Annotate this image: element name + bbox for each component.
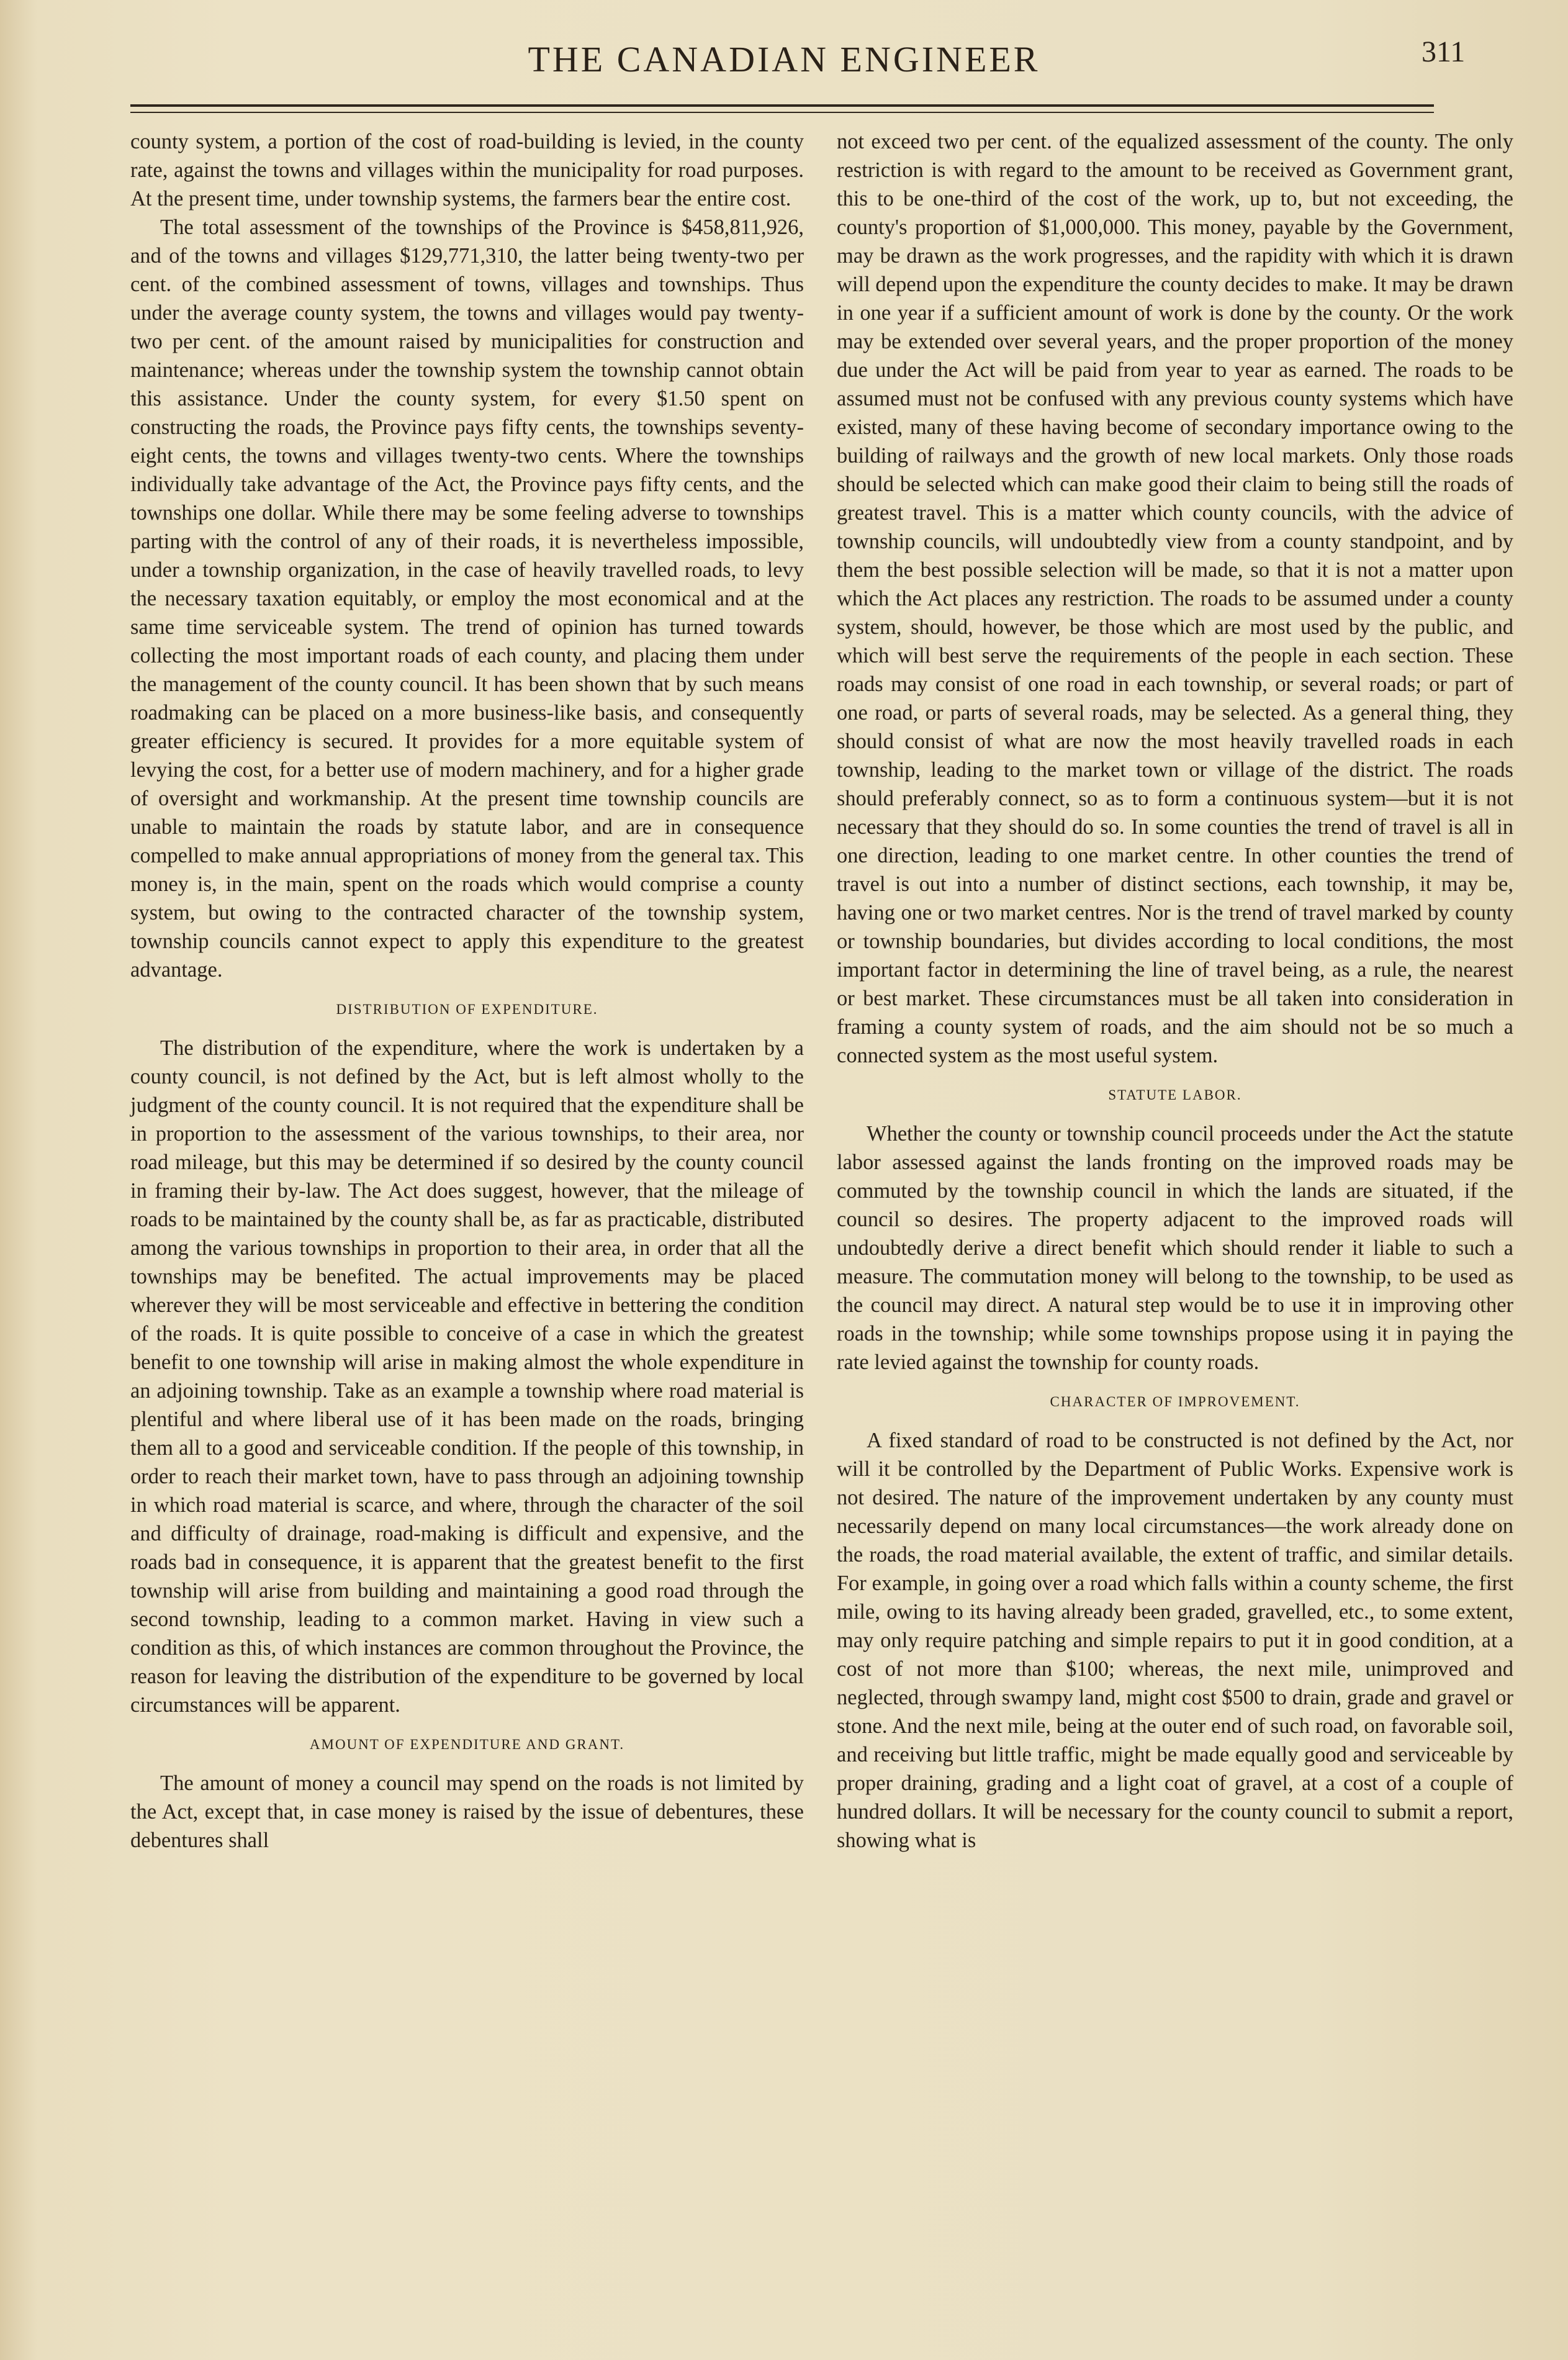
section-heading-statute-labor: STATUTE LABOR.: [1108, 1087, 1242, 1103]
section-heading-character: CHARACTER OF IMPROVEMENT.: [1050, 1394, 1300, 1409]
right-paragraph-2: Whether the county or township council proceeds under the Act the statute labor assessed against the lands fronting on the improved roads may be commuted by the township council in which the lands are situated, if the council so desires. The property adjacent to the improved roads will undoubtedly derive a direct benefit which should render it liable to such a measure. The commutation money will belong to the township, to be used as the council may direct. A natural step would be to use it in improving other roads in the township; while some townships propose using it in paying the rate levied against the township for county roads.: [837, 1122, 1513, 1374]
left-paragraph-2: The total assessment of the townships of the Province is $458,811,926, and of the towns and villages $129,771,310, the latter being twenty-two per cent. of the combined assessment of towns, villages and townships. Thus under the average county system, the towns and villages would pay twenty-two per cent. of the amount raised by municipalities for construction and maintenance; whereas under the township system the township cannot obtain this assistance. Under the county system, for every $1.50 spent on constructing the roads, the Province pays fifty cents, the townships seventy-eight cents, the towns and villages twenty-two cents. Where the townships individually take advantage of the Act, the Province pays fifty cents, and the townships one dollar. While there may be some feeling adverse to townships parting with the control of any of their roads, it is nevertheless impossible, under a township organization, in the case of heavily travelled roads, to levy the necessary taxation equitably, or employ the most economical and at the same time serviceable system. The trend of opinion has turned towards collecting the most important roads of each county, and placing them under the management of the county council. It has been shown that by such means roadmaking can be placed on a more business-like basis, and consequently greater efficiency is secured. It provides for a more equitable system of levying the cost, for a better use of modern machinery, and for a higher grade of oversight and workmanship. At the present time township councils are unable to maintain the roads by statute labor, and are in consequence compelled to make annual appropriations of money from the general tax. This money is, in the main, spent on the roads which would comprise a county system, but owing to the contracted character of the township system, township councils cannot expect to apply this expenditure to the greatest advantage.: [130, 215, 804, 982]
header-rule: [130, 104, 1434, 107]
left-paragraph-4: The amount of money a council may spend on the roads is not limited by the Act, except that, in case money is raised by the issue of debentures, these debentures shall: [130, 1771, 804, 1852]
right-paragraph-1: not exceed two per cent. of the equalized assessment of the county. The only restriction is with regard to the amount to be received as Government grant, this to be one-third of the cost of the work, up to, but not exceeding, the county's proportion of $1,000,000. This money, payable by the Government, may be drawn as the work progresses, and the rapidity with which it is drawn will depend upon the expenditure the county decides to make. It may be drawn in one year if a sufficient amount of work is done by the county. Or the work may be extended over several years, and the proper proportion of the money due under the Act will be paid from year to year as earned. The roads to be assumed must not be confused with any previous county systems which have existed, many of these having become of secondary importance owing to the building of railways and the growth of new local markets. Only those roads should be selected which can make good their claim to being still the roads of greatest travel. This is a matter which county councils, with the advice of township councils, will undoubtedly view from a county standpoint, and by them the best possible selection will be made, so that it is not a matter upon which the Act places any restriction. The roads to be assumed under a county system, should, however, be those which are most used by the public, and which will best serve the requirements of the people in each section. These roads may consist of one road in each township, or several roads; or part of one road, or parts of several roads, may be selected. As a general thing, they should consist of what are now the most heavily travelled roads in each township, leading to the market town or village of the district. The roads should preferably connect, so as to form a continuous system—but it is not necessary that they should do so. In some counties the trend of travel is all in one direction, leading to one market centre. In other counties the trend of travel is out into a number of distinct sections, each township, it may be, having one or two market centres. Nor is the trend of travel marked by county or township boundaries, but divides according to local conditions, the most important factor in determining the line of travel being, as a rule, the nearest or best market. These circumstances must be all taken into consideration in framing a county system of roads, and the aim should not be so much a connected system as the most useful system.: [837, 130, 1513, 1067]
left-column: [130, 127, 804, 1855]
left-paragraph-1: county system, a portion of the cost of road-building is levied, in the county rate, against the towns and villages within the municipality for road purposes. At the present time, under township systems, the farmers bear the entire cost.: [130, 130, 804, 210]
right-paragraph-3: A fixed standard of road to be constructed is not defined by the Act, nor will it be controlled by the Department of Public Works. Expensive work is not desired. The nature of the improvement undertaken by any county must necessarily depend on many local circumstances—the work already done on the roads, the road material available, the extent of traffic, and similar details. For example, in going over a road which falls within a county scheme, the first mile, owing to its having already been graded, gravelled, etc., to some extent, may only require patching and simple repairs to put it in good condition, at a cost of not more than $100; whereas, the next mile, unimproved and neglected, through swampy land, might cost $500 to drain, grade and gravel or stone. And the next mile, being at the outer end of such road, on favorable soil, and receiving but little traffic, might be made equally good and serviceable by proper draining, grading and a light coat of gravel, at a cost of a couple of hundred dollars. It will be necessary for the county council to submit a report, showing what is: [837, 1429, 1513, 1852]
section-heading-amount: AMOUNT OF EXPENDITURE AND GRANT.: [309, 1737, 625, 1752]
journal-title: THE CANADIAN ENGINEER: [528, 39, 1040, 79]
left-paragraph-3: The distribution of the expenditure, where the work is undertaken by a county council, is not defined by the Act, but is left almost wholly to the judgment of the county council. It is not required that the expenditure shall be in proportion to the assessment of the various townships, to their area, nor road mileage, but this may be determined if so desired by the county council in framing their by-law. The Act does suggest, however, that the mileage of roads to be maintained by the county shall be, as far as practicable, distributed among the various townships in proportion to their area, in order that all the townships may be benefited. The actual improvements may be placed wherever they will be most serviceable and effective in bettering the condition of the roads. It is quite possible to conceive of a case in which the greatest benefit to one township will arise in making almost the whole expenditure in an adjoining township. Take as an example a township where road material is plentiful and where liberal use of it has been made on the roads, bringing them all to a good and serviceable condition. If the people of this township, in order to reach their market town, have to pass through an adjoining township in which road material is scarce, and where, through the character of the soil and difficulty of drainage, road-making is difficult and expensive, and the roads bad in consequence, it is apparent that the greatest benefit to the first township will arise from building and maintaining a good road through the second township, leading to a common market. Having in view such a condition as this, of which instances are common throughout the Province, the reason for leaving the distribution of the expenditure to be governed by local circumstances will be apparent.: [130, 1036, 804, 1717]
right-column: [837, 127, 1513, 1855]
page-number: 311: [1422, 35, 1466, 68]
header-rule-thin: [130, 112, 1434, 113]
section-heading-distribution: DISTRIBUTION OF EXPENDITURE.: [336, 1001, 598, 1017]
